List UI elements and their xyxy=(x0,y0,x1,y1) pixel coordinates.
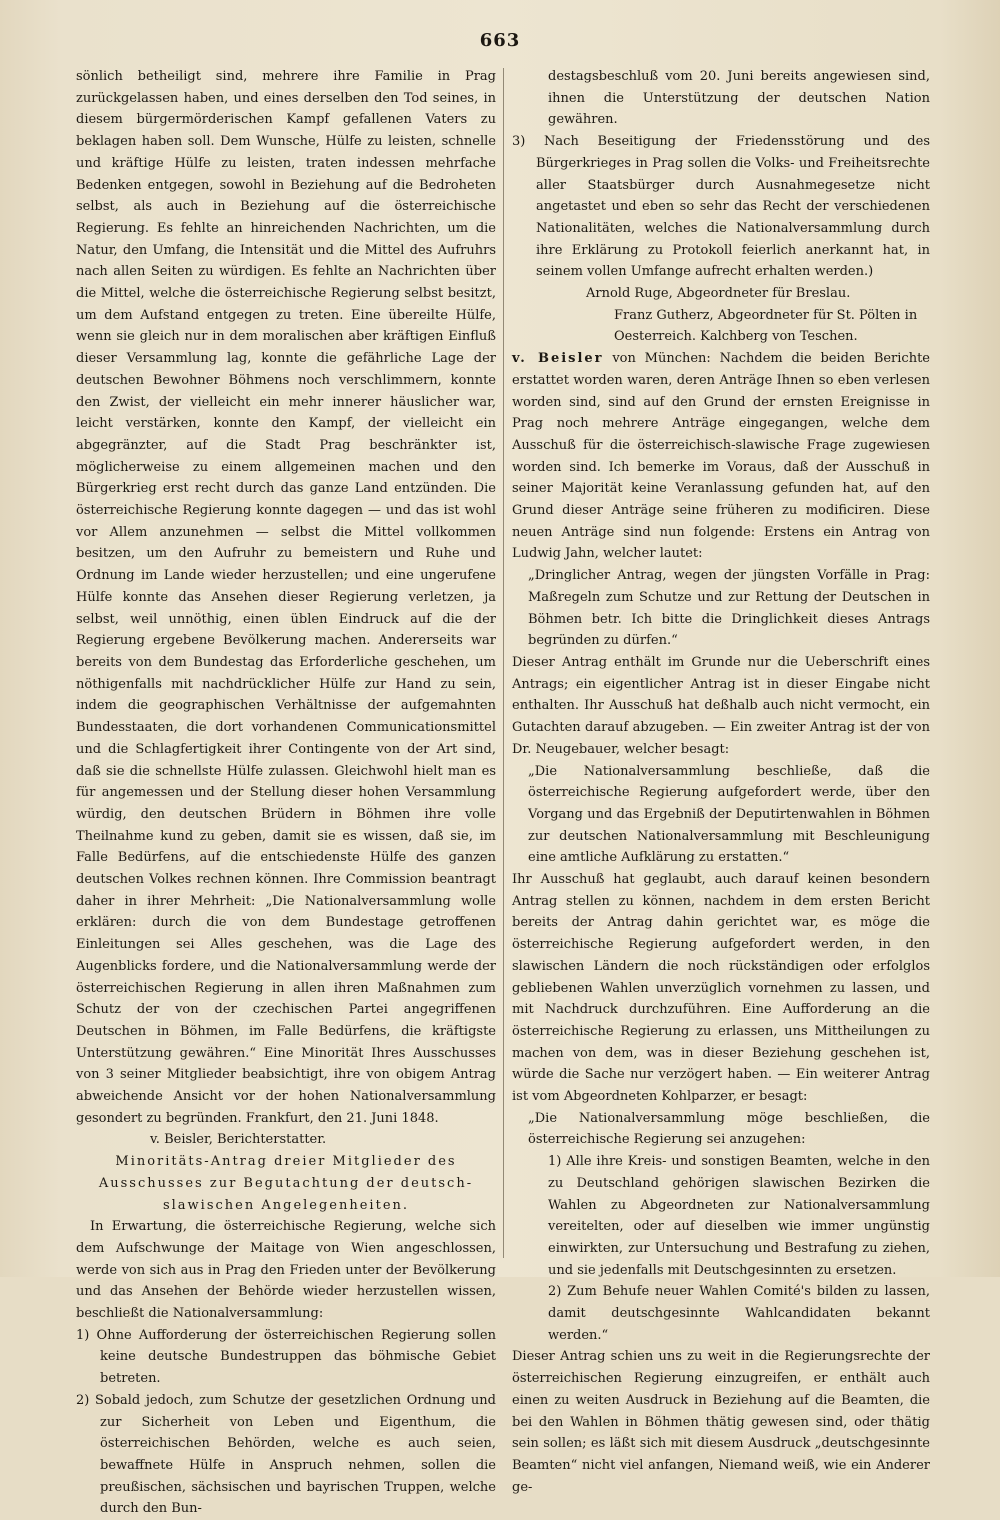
minority-motion-intro: In Erwartung, die österreichische Regierung, welche sich dem Aufschwunge der Maitage von Wien angeschlossen, werde von sich aus in Prag den Frieden unter der Bevölkerung und das Ansehen der Behörde wieder herzustellen wissen, beschließt die Nationalversammlung: xyxy=(76,1219,496,1322)
paragraph-neugebauer-response: Ihr Ausschuß hat geglaubt, auch darauf keinen besondern Antrag stellen zu können, nachdem in dem ersten Bericht bereits der Antrag dahin gerichtet war, es möge die österreichische Regierung aufgefordert werden, in den slawischen Ländern die noch rückständigen oder erfolglos gebliebenen Wahlen unverzüglich vornehmen zu lassen, und mit Nachdruck durchzuführen. Eine Aufforderung an die österreichische Regierung zu erlassen, uns Mittheilungen zu machen von dem, was in dieser Beziehung geschehen ist, würde die Sache nur verzögert haben. — Ein weiterer Antrag ist vom Abgeordneten Kohlparzer, er besagt: xyxy=(512,872,930,1105)
signature-gutherz-kalchberg: Franz Gutherz, Abgeordneter für St. Pölten in Oesterreich. Kalchberg von Teschen. xyxy=(614,307,918,345)
speech-beisler xyxy=(512,348,930,565)
minority-motion-item-2-continued: destagsbeschluß vom 20. Juni bereits angewiesen sind, ihnen die Unterstützung der deutschen Nation gewähren. xyxy=(548,69,930,128)
quote-kohlparzer-item-2: 2) Zum Behufe neuer Wahlen Comité's bilden zu lassen, damit deutschgesinnte Wahlcandidaten bekannt werden.“ xyxy=(548,1284,930,1343)
paragraph-jahn-response: Dieser Antrag enthält im Grunde nur die Ueberschrift eines Antrags; ein eigentlicher Antrag ist in dieser Eingabe nicht enthalten. Ihr Ausschuß hat deßhalb auch nicht vermocht, ein Gutachten darauf abzugeben. — Ein zweiter Antrag ist der von Dr. Neugebauer, welcher besagt: xyxy=(512,654,930,757)
quote-kohlparzer-item-1: 1) Alle ihre Kreis- und sonstigen Beamten, welche in den zu Deutschland gehörigen slawischen Bezirken die Wahlen zu Abgeordneten zur Nationalversammlung vereitelten, oder auf dieselben wie immer ungünstig einwirkten, zur Untersuchung und Bestrafung zu ziehen, und sie jedenfalls mit Deutschgesinnten zu ersetzen. xyxy=(548,1154,930,1278)
rapporteur-signature: v. Beisler, Berichterstatter. xyxy=(150,1132,327,1148)
column-divider xyxy=(503,68,504,1258)
right-column xyxy=(512,66,931,1495)
quote-kohlparzer-motion: „Die Nationalversammlung möge beschließen, die österreichische Regierung sei anzugehen: xyxy=(528,1110,930,1148)
page-number: 663 xyxy=(479,30,521,51)
minority-motion-item-3: 3) Nach Beseitigung der Friedensstörung und des Bürgerkrieges in Prag sollen die Volks- und Freiheitsrechte aller Staatsbürger durch Ausnahmegesetze nicht angetastet und eben so sehr das Recht der verschiedenen Nationalitäten, welches die Nationalversammlung durch ihre Erklärung zu Protokoll feierlich anerkannt hat, in seinem vollen Umfange aufrecht erhalten werden.) xyxy=(512,134,930,280)
left-column xyxy=(76,66,496,1517)
minority-motion-item-2: 2) Sobald jedoch, zum Schutze der gesetzlichen Ordnung und zur Sicherheit von Leben und Eigenthum, die österreichischen Behörden, welche es auch seien, bewaffnete Hülfe in Anspruch nehmen, sollen die preußischen, sächsischen und bayrischen Truppen, welche durch den Bun- xyxy=(76,1392,496,1517)
quote-jahn-motion: „Dringlicher Antrag, wegen der jüngsten Vorfälle in Prag: Maßregeln zum Schutze und zur Rettung der Deutschen in Böhmen betr. Ich bitte die Dringlichkeit dieses Antrags begründen zu dürfen.“ xyxy=(528,568,930,649)
signature-ruge: Arnold Ruge, Abgeordneter für Breslau. xyxy=(586,286,851,302)
left-paragraph-commission-report: sönlich betheiligt sind, mehrere ihre Familie in Prag zurückgelassen haben, und eines derselben den Tod seines, in diesem bürgermörderischen Kampf gefallenen Vaters zu beklagen haben soll. Dem Wunsche, Hülfe zu leisten, schnelle und kräftige Hülfe zu leisten, traten indessen mehrfache Bedenken entgegen, sowohl in Beziehung auf die Bedroheten selbst, als auch in Beziehung auf die österreichische Regierung. Es fehlte an hinreichenden Nachrichten, um die Natur, den Umfang, die Intensität und die Mittel des Aufruhrs nach allen Seiten zu würdigen. Es fehlte an Nachrichten über die Mittel, welche die österreichische Regierung selbst besitzt, um dem Aufstand entgegen zu treten. Eine übereilte Hülfe, wenn sie gleich nur in dem moralischen aber kräftigen Einfluß dieser Versammlung lag, konnte die gefährliche Lage der deutschen Bewohner Böhmens noch verschlimmern, konnte den Zwist, der vielleicht ein mehr innerer häuslicher war, leicht verstärken, konnte den Kampf, der vielleicht ein abgegränzter, auf die Stadt Prag beschränkter ist, möglicherweise zu einem allgemeinen machen und den Bürgerkrieg erst recht durch das ganze Land entzünden. Die österreichische Regierung konnte dagegen — und das ist wohl vor Allem anzunehmen — selbst die Mittel vollkommen besitzen, um den Aufruhr zu bemeistern und Ruhe und Ordnung im Lande wieder herzustellen; und eine ungerufene Hülfe konnte das Ansehen dieser Regierung verletzen, ja selbst, weil unnöthig, einen üblen Eindruck auf die der Regierung ergebene Bevölkerung machen. Andererseits war bereits von dem Bundestag das Erforderliche geschehen, um nöthigenfalls mit nachdrücklicher Hülfe zur Hand zu sein, indem die geographischen Verhältnisse der aufgemahnten Bundesstaaten, die dort vorhandenen Communicationsmittel und die Schlagfertigkeit ihrer Contingente von der Art sind, daß sie die schnellste Hülfe zulassen. Gleichwohl hielt man es für angemessen und der Stellung dieser hohen Versammlung würdig, den deutschen Brüdern in Böhmen ihre volle Theilnahme kund zu geben, damit sie es wissen, daß sie, im Falle Bedürfens, auf die entschiedenste Hülfe des ganzen deutschen Volkes rechnen können. Ihre Commission beantragt daher in ihrer Mehrheit: „Die Nationalversammlung wolle erklären: durch die von dem Bundestage getroffenen Einleitungen sei Alles geschehen, was die Lage des Augenblicks fordere, und die Nationalversammlung werde der österreichischen Regierung in allen ihren Maßnahmen zum Schutz der von der czechischen Partei angegriffenen Deutschen in Böhmen, im Falle Bedürfens, die kräftigste Unterstützung gewähren.“ Eine Minorität Ihres Ausschusses von 3 seiner Mitglieder beabsichtigt, ihre von obigem Antrag abweichende Ansicht vor der hohen Nationalversammlung gesondert zu begründen. Frankfurt, den 21. Juni 1848. xyxy=(76,69,496,1126)
minority-motion-heading: Minoritäts-Antrag dreier Mitglieder des Ausschusses zur Begutachtung der deutsch-slawischen Angelegenheiten. xyxy=(98,1154,474,1213)
speaker-name: v. Beisler xyxy=(512,351,604,367)
speech-beisler-text: von München: Nachdem die beiden Berichte erstattet worden waren, deren Anträge Ihnen so eben verlesen worden sind, sind auf den Grund der ernsten Ereignisse in Prag noch mehrere Anträge eingegangen, welche dem Ausschuß für die österreichisch-slawische Frage zugewiesen worden sind. Ich bemerke im Voraus, daß der Ausschuß in seiner Majorität keine Veranlassung gefunden hat, auf den Grund dieser Anträge seine früheren zu modificiren. Diese neuen Anträge sind nun folgende: Erstens ein Antrag von Ludwig Jahn, welcher lautet: xyxy=(512,351,931,562)
paragraph-kohlparzer-response: Dieser Antrag schien uns zu weit in die Regierungsrechte der österreichischen Regierung einzugreifen, er enthält auch einen zu weiten Ausdruck in Beziehung auf die Beamten, die bei den Wahlen in Böhmen thätig gewesen sind, oder thätig sein sollen; es läßt sich mit diesem Ausdruck „deutschgesinnte Beamten“ nicht viel anfangen, Niemand weiß, wie ein Anderer ge- xyxy=(512,1349,930,1495)
minority-motion-item-1: 1) Ohne Aufforderung der österreichischen Regierung sollen keine deutsche Bundestruppen das böhmische Gebiet betreten. xyxy=(76,1327,496,1387)
quote-neugebauer-motion: „Die Nationalversammlung beschließe, daß die österreichische Regierung aufgefordert werde, über den Vorgang und das Ergebniß der Deputirtenwahlen in Böhmen zur deutschen Nationalversammlung mit Beschleunigung eine amtliche Aufklärung zu erstatten.“ xyxy=(528,763,930,866)
